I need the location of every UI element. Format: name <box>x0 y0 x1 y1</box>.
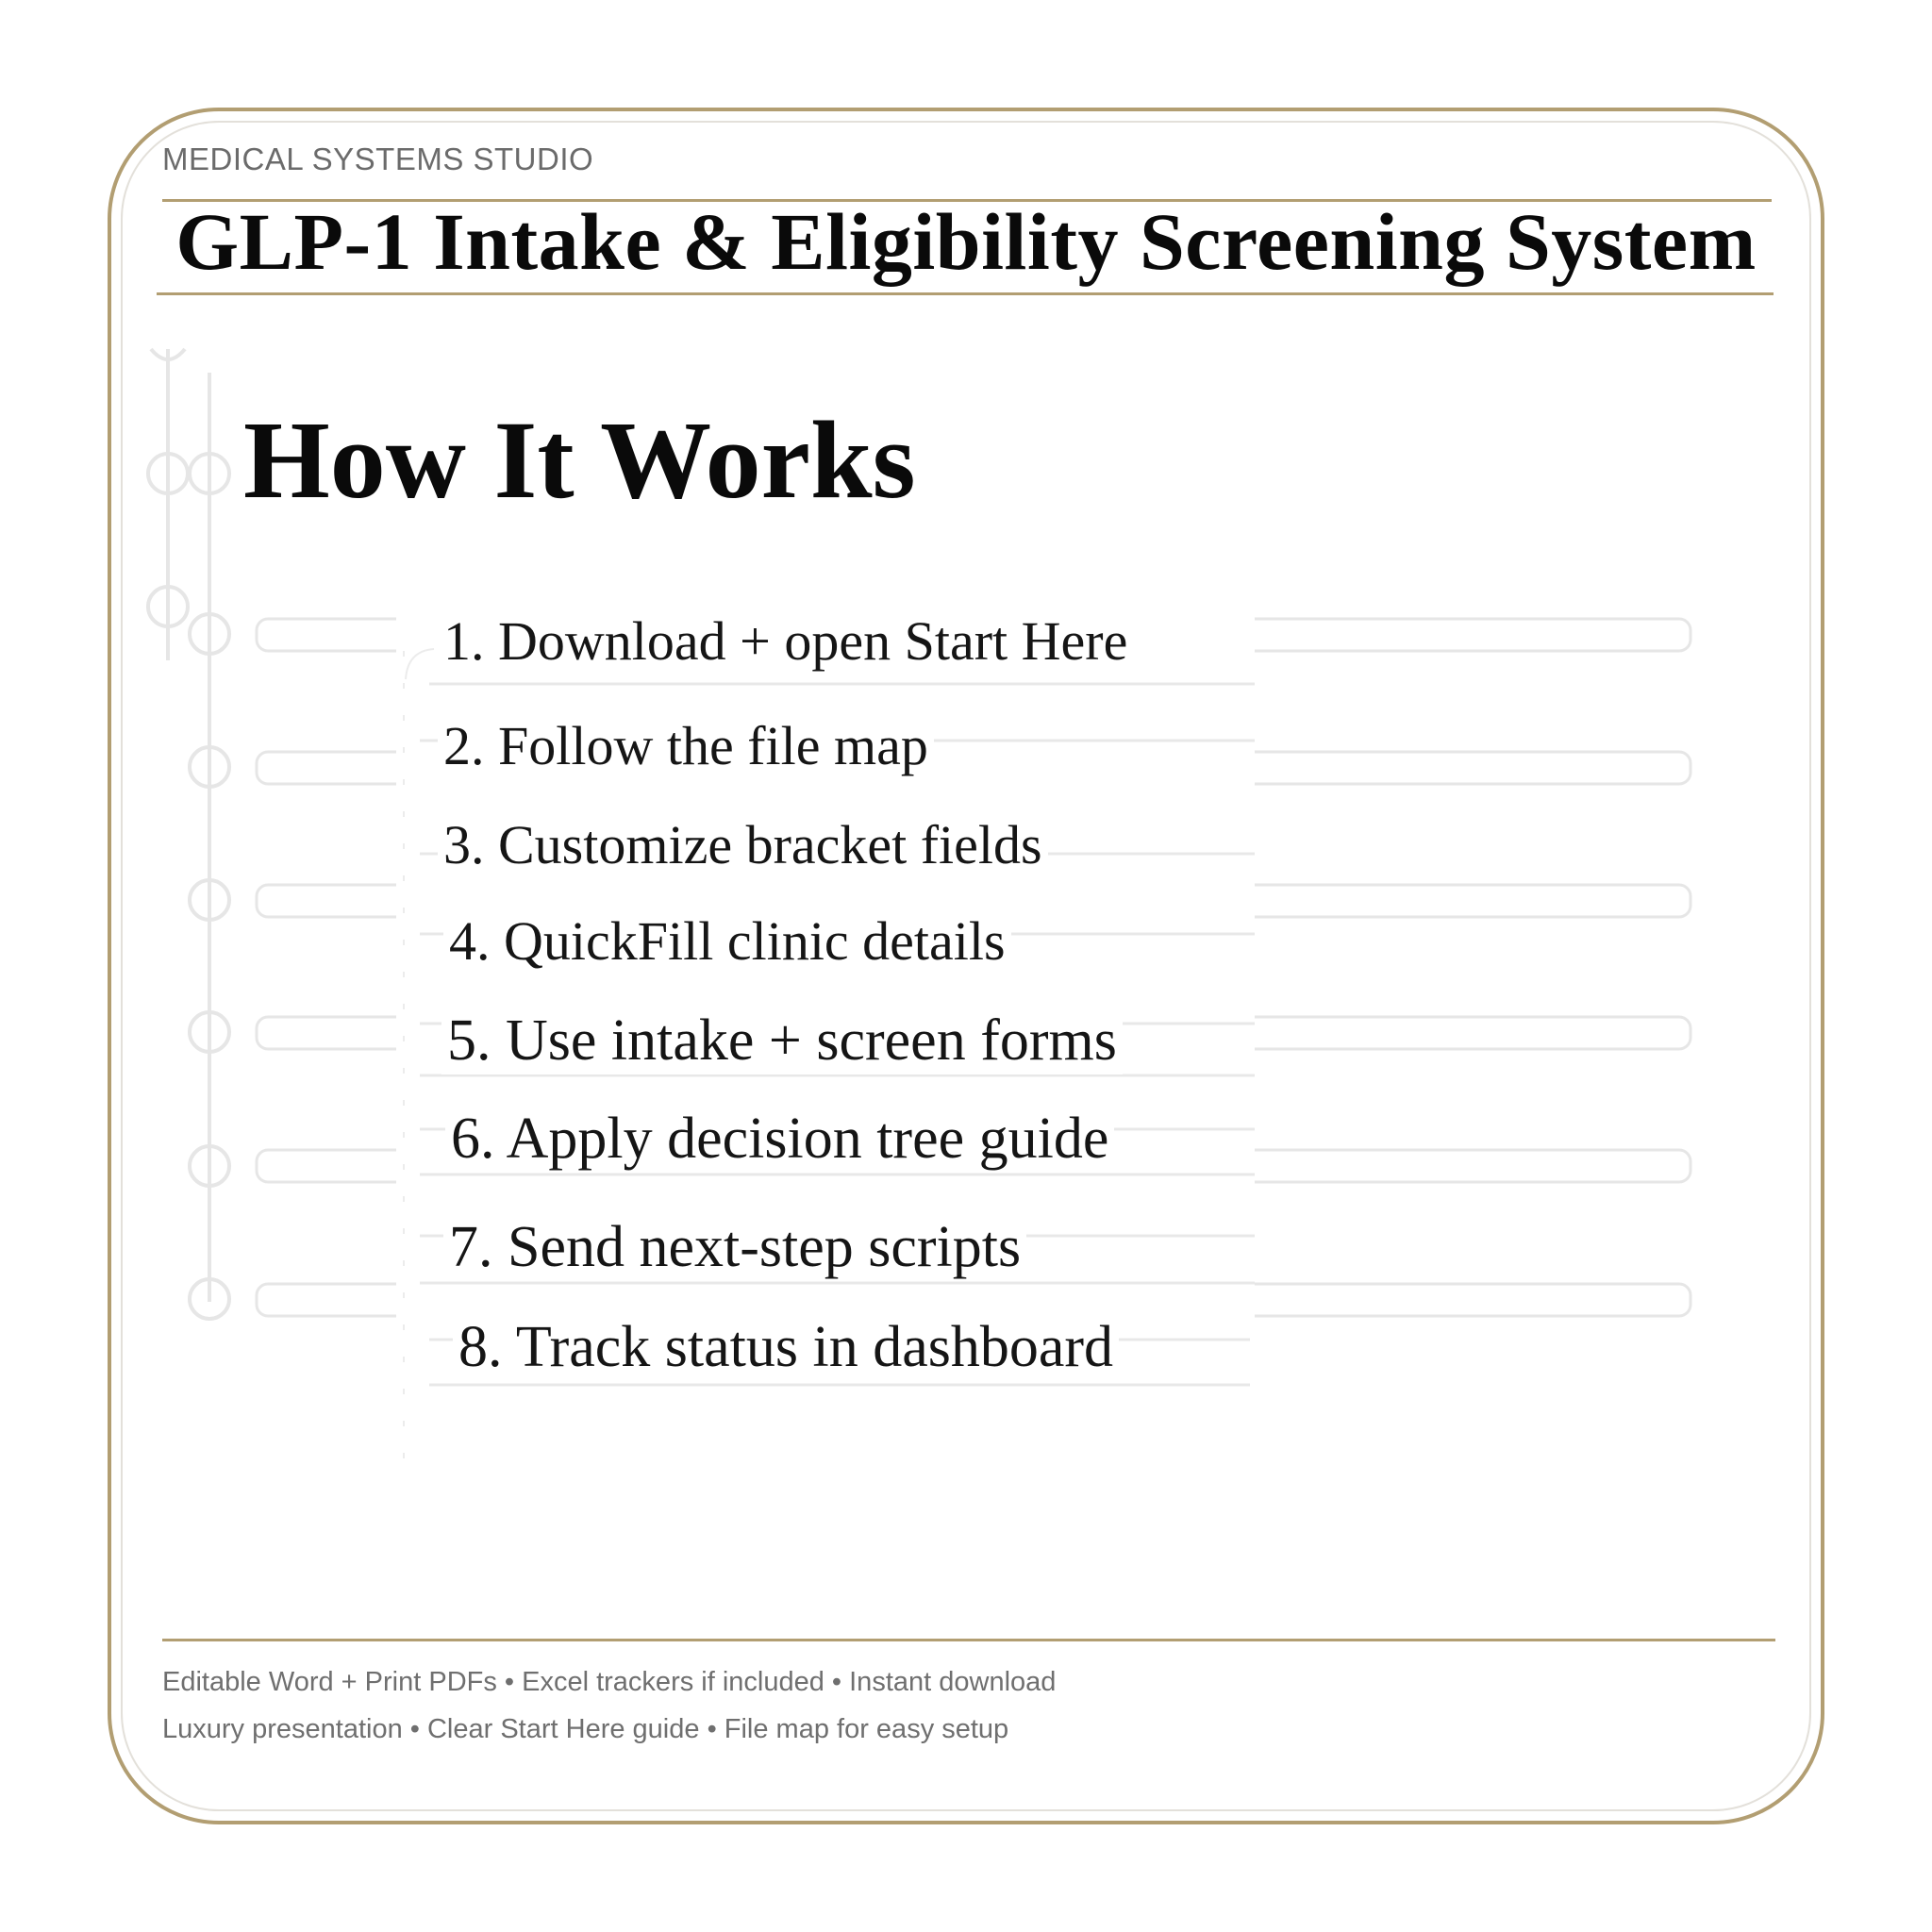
step-item: 7. Send next-step scripts <box>443 1214 1026 1281</box>
page-title: GLP-1 Intake & Eligibility Screening System <box>175 196 1757 287</box>
footer-divider <box>162 1639 1775 1641</box>
step-item: 3. Customize bracket fields <box>438 813 1048 876</box>
step-item: 8. Track status in dashboard <box>453 1314 1119 1381</box>
section-heading: How It Works <box>243 398 916 522</box>
step-item: 2. Follow the file map <box>438 714 934 777</box>
step-item: 6. Apply decision tree guide <box>445 1106 1114 1173</box>
brand-label: MEDICAL SYSTEMS STUDIO <box>162 142 594 176</box>
footer-benefits-line: Luxury presentation • Clear Start Here guide • File map for easy setup <box>162 1714 1009 1744</box>
step-item: 1. Download + open Start Here <box>438 609 1133 673</box>
footer-features-line: Editable Word + Print PDFs • Excel trackers if included • Instant download <box>162 1667 1057 1697</box>
step-item: 4. QuickFill clinic details <box>443 909 1011 973</box>
step-item: 5. Use intake + screen forms <box>441 1008 1123 1074</box>
